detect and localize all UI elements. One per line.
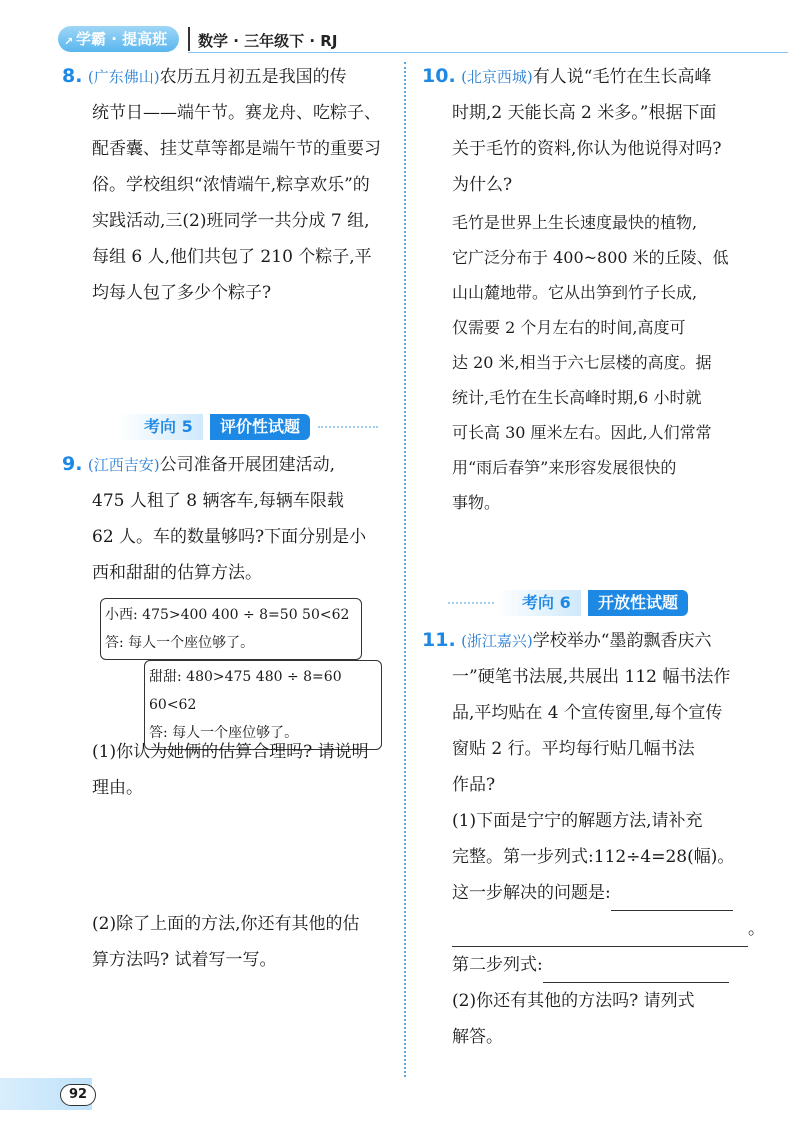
q8-line: 均每人包了多少个粽子? xyxy=(92,283,272,303)
xiaoxi-answer: 答: 每人一个座位够了。 xyxy=(105,635,255,651)
q11-line: 作品? xyxy=(452,775,496,795)
q9-part2-line: (2)除了上面的方法,你还有其他的估 xyxy=(92,914,360,934)
tiantian-calc: 甜甜: 480>475 480 ÷ 8=60 60<62 xyxy=(149,669,342,713)
q8-line: 配香囊、挂艾草等都是端午节的重要习 xyxy=(92,139,381,159)
question-source: (江西吉安) xyxy=(87,456,160,474)
section-6-label: 考向 6 xyxy=(496,590,581,616)
question-source: (广东佛山) xyxy=(87,68,160,86)
section-6-dots xyxy=(448,602,494,606)
material-line: 山山麓地带。它从出笋到竹子长成, xyxy=(452,283,698,302)
question-number: 10. xyxy=(422,65,456,87)
xiaoxi-estimate-box xyxy=(100,598,362,660)
step1-answer-blank-2[interactable] xyxy=(452,924,748,947)
subject-title: 数学 · 三年级下 · RJ xyxy=(198,32,338,50)
material-line: 用“雨后春笋”来形容发展很快的 xyxy=(452,458,677,477)
section-5-banner xyxy=(118,414,398,444)
q11-line: 品,平均贴在 4 个宣传窗里,每个宣传 xyxy=(452,703,723,723)
question-10 xyxy=(422,58,772,520)
q8-line: 统节日——端午节。赛龙舟、吃粽子、 xyxy=(92,103,381,123)
page-number-tab xyxy=(0,1078,92,1110)
q10-line: 为什么? xyxy=(452,175,513,195)
step2-answer-blank[interactable] xyxy=(543,960,729,983)
q11-part1-line: (1)下面是宁宁的解题方法,请补充 xyxy=(452,811,703,831)
q8-line: 每组 6 人,他们共包了 210 个粽子,平 xyxy=(92,247,372,267)
step1-continuation-row xyxy=(422,911,777,947)
step1-prompt: 这一步解决的问题是: xyxy=(452,883,611,903)
q8-line: 俗。学校组织“浓情端午,粽享欢乐”的 xyxy=(92,175,370,195)
q9-line: 475 人租了 8 辆客车,每辆车限载 xyxy=(92,491,344,511)
arrow-icon: ↗ xyxy=(64,35,74,48)
q11-line: 窗贴 2 行。平均每行贴几幅书法 xyxy=(452,739,695,759)
q11-part2-line: 解答。 xyxy=(452,1027,503,1047)
q9-line: 62 人。车的数量够吗?下面分别是小 xyxy=(92,527,367,547)
section-5-title: 评价性试题 xyxy=(210,414,310,440)
material-line: 统计,毛竹在生长高峰时期,6 小时就 xyxy=(452,388,702,407)
header-rule xyxy=(188,52,788,53)
header-separator xyxy=(188,27,190,51)
material-line: 它广泛分布于 400~800 米的丘陵、低 xyxy=(452,248,729,267)
question-9 xyxy=(62,446,397,591)
material-line: 仅需要 2 个月左右的时间,高度可 xyxy=(452,318,686,337)
section-5-dots xyxy=(318,426,378,430)
material-line: 达 20 米,相当于六七层楼的高度。据 xyxy=(452,353,712,372)
q11-line: 一”硬笔书法展,共展出 112 幅书法作 xyxy=(452,667,731,687)
step2-prompt: 第二步列式: xyxy=(452,955,543,975)
page-number: 92 xyxy=(60,1084,96,1106)
question-number: 9. xyxy=(62,453,83,475)
q9-part-2 xyxy=(92,906,397,978)
period: 。 xyxy=(748,919,765,939)
series-badge xyxy=(58,26,179,52)
step1-answer-blank[interactable] xyxy=(611,888,733,911)
q11-text: 学校举办“墨韵飘香庆六 xyxy=(532,631,712,651)
material-line: 可长高 30 厘米左右。因此,人们常常 xyxy=(452,423,712,442)
material-line: 毛竹是世界上生长速度最快的植物, xyxy=(452,213,698,232)
question-11 xyxy=(422,622,777,1055)
q10-text: 有人说“毛竹在生长高峰 xyxy=(532,67,712,87)
question-number: 11. xyxy=(422,629,456,651)
xiaoxi-calc: 小西: 475>400 400 ÷ 8=50 50<62 xyxy=(105,607,350,623)
q11-part2-line: (2)你还有其他的方法吗? 请列式 xyxy=(452,991,695,1011)
q10-line-0 xyxy=(422,58,772,95)
question-source: (浙江嘉兴) xyxy=(461,632,533,650)
section-6-banner xyxy=(448,590,748,620)
q9-part1-line: (1)你认为她俩的估算合理吗? 请说明 xyxy=(92,742,369,762)
q10-line: 关于毛竹的资料,你认为他说得对吗? xyxy=(452,139,722,159)
section-5-label: 考向 5 xyxy=(118,414,203,440)
q8-line: 实践活动,三(2)班同学一共分成 7 组, xyxy=(92,211,370,231)
section-6-title: 开放性试题 xyxy=(588,590,688,616)
q9-part1-line: 理由。 xyxy=(92,778,143,798)
q9-line: 西和甜甜的估算方法。 xyxy=(92,563,262,583)
q8-line-0 xyxy=(62,58,392,95)
series-title: 学霸 · 提高班 xyxy=(76,30,168,48)
q10-line: 时期,2 天能长高 2 米多。”根据下面 xyxy=(452,103,717,123)
q11-part1-line: 完整。第一步列式:112÷4=28(幅)。 xyxy=(452,847,735,867)
step2-row xyxy=(422,947,777,983)
material-line: 事物。 xyxy=(452,493,501,512)
bamboo-material xyxy=(422,205,772,520)
column-divider xyxy=(404,62,406,1077)
step1-row xyxy=(422,875,777,911)
q11-line-0 xyxy=(422,622,777,659)
question-source: (北京西城) xyxy=(461,68,533,86)
tiantian-answer: 答: 每人一个座位够了。 xyxy=(149,725,299,741)
q9-text: 公司准备开展团建活动, xyxy=(159,455,335,475)
page-header xyxy=(0,0,800,58)
q8-text: 农历五月初五是我国的传 xyxy=(159,67,347,87)
q9-part-1 xyxy=(92,734,397,806)
question-8 xyxy=(62,58,392,311)
q9-part2-line: 算方法吗? 试着写一写。 xyxy=(92,950,277,970)
q9-line-0 xyxy=(62,446,397,483)
question-number: 8. xyxy=(62,65,83,87)
